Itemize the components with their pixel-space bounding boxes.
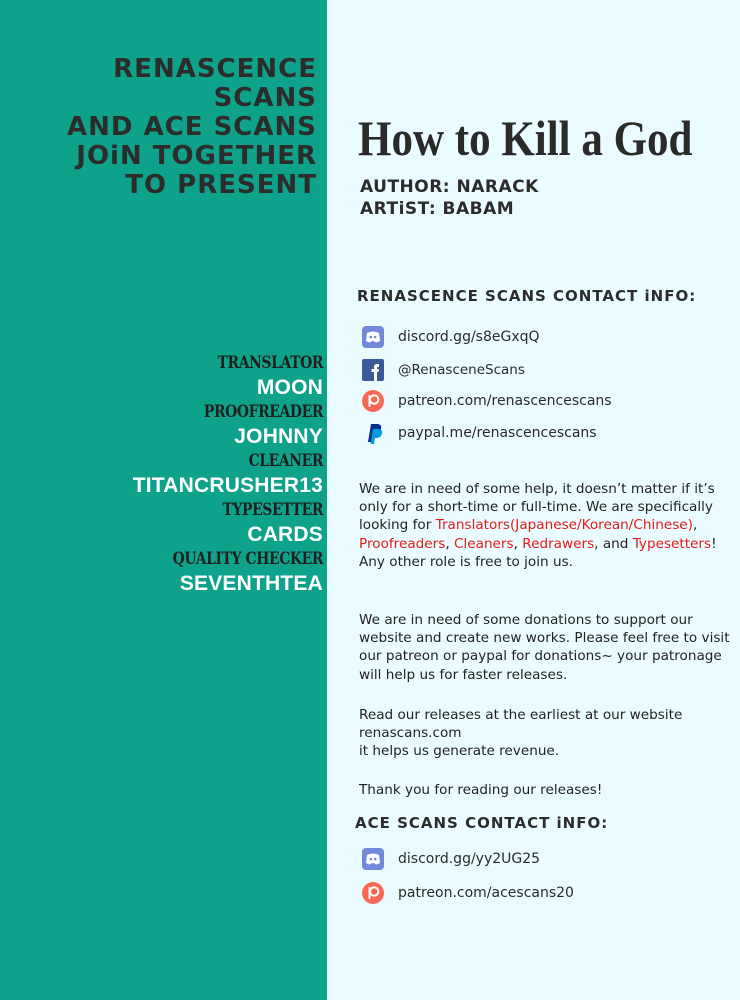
- credit-role-typesetter: TYPESETTER: [222, 500, 323, 520]
- renascence-contact-heading: RENASCENCE SCANS CONTACT iNFO:: [357, 287, 697, 305]
- ace-patreon-link[interactable]: [362, 882, 574, 904]
- releases-line: it helps us generate revenue.: [359, 743, 560, 760]
- discord-icon: [362, 848, 384, 870]
- intro-line: TO PRESENT: [125, 170, 317, 200]
- help-separator: ,: [513, 535, 518, 552]
- intro-line: JOiN TOGETHER: [76, 141, 317, 171]
- credit-name-proofreader: JOHNNY: [234, 425, 323, 448]
- ace-discord-link[interactable]: [362, 848, 540, 870]
- help-typesetters: Typesetters: [632, 535, 712, 552]
- patreon-icon: [362, 882, 384, 904]
- renascence-discord-text: discord.gg/s8eGxqQ: [398, 329, 540, 345]
- renascence-facebook-text: @RenasceneScans: [398, 362, 525, 378]
- help-outro: ! Any other role is free to join us.: [359, 535, 717, 570]
- credit-role-quality-checker: QUALITY CHECKER: [172, 549, 323, 569]
- paypal-icon: [362, 422, 384, 444]
- discord-icon: [362, 326, 384, 348]
- intro-text: [7, 55, 317, 200]
- credit-name-translator: MOON: [256, 376, 323, 399]
- credit-role-cleaner: CLEANER: [248, 451, 323, 471]
- help-separator: ,: [445, 535, 450, 552]
- credits-list: [23, 352, 323, 597]
- releases-line: Read our releases at the earliest at our website: [359, 707, 683, 723]
- help-separator: ,: [692, 517, 698, 534]
- left-panel: [0, 0, 327, 1000]
- credit-name-cleaner: TITANCRUSHER13: [132, 474, 323, 497]
- artist: ARTiST: BABAM: [360, 199, 515, 219]
- thanks-text: Thank you for reading our releases!: [359, 782, 603, 798]
- renascence-paypal-text: paypal.me/renascencescans: [398, 425, 597, 441]
- website-link[interactable]: renascans.com: [359, 725, 462, 742]
- series-meta: [360, 176, 539, 220]
- renascence-patreon-link[interactable]: [362, 390, 612, 412]
- help-paragraph: [359, 480, 734, 571]
- help-intro: We are in need of some help, it doesn’t matter if it’s only for a short-time or full-time. We are specifically looking for: [359, 481, 715, 534]
- help-redrawers: Redrawers: [522, 535, 595, 552]
- intro-line: AND ACE SCANS: [67, 112, 317, 142]
- help-proofreaders: Proofreaders: [359, 535, 446, 552]
- releases-paragraph: [359, 706, 734, 761]
- renascence-paypal-link[interactable]: [362, 422, 597, 444]
- renascence-patreon-text: patreon.com/renascencescans: [398, 393, 612, 409]
- credit-name-typesetter: CARDS: [247, 523, 323, 546]
- credit-role-translator: TRANSLATOR: [217, 353, 323, 373]
- renascence-discord-link[interactable]: [362, 326, 540, 348]
- help-separator: , and: [594, 535, 629, 552]
- donation-paragraph: We are in need of some donations to support our website and create new works. Please feel free to visit our patreon or paypal for donations~ your patronage will help us for faster releases.: [359, 612, 730, 683]
- help-cleaners: Cleaners: [453, 535, 514, 552]
- ace-patreon-text: patreon.com/acescans20: [398, 885, 574, 901]
- help-translators: Translators(Japanese/Korean/Chinese): [435, 517, 693, 534]
- renascence-facebook-link[interactable]: [362, 359, 525, 381]
- intro-line: RENASCENCE SCANS: [113, 54, 317, 113]
- facebook-icon: [362, 359, 384, 381]
- credit-name-quality-checker: SEVENTHTEA: [179, 572, 323, 595]
- author: AUTHOR: NARACK: [360, 177, 539, 197]
- series-title: How to Kill a God: [358, 110, 693, 166]
- patreon-icon: [362, 390, 384, 412]
- ace-contact-heading: ACE SCANS CONTACT iNFO:: [355, 814, 609, 832]
- credit-role-proofreader: PROOFREADER: [203, 402, 323, 422]
- ace-discord-text: discord.gg/yy2UG25: [398, 851, 541, 867]
